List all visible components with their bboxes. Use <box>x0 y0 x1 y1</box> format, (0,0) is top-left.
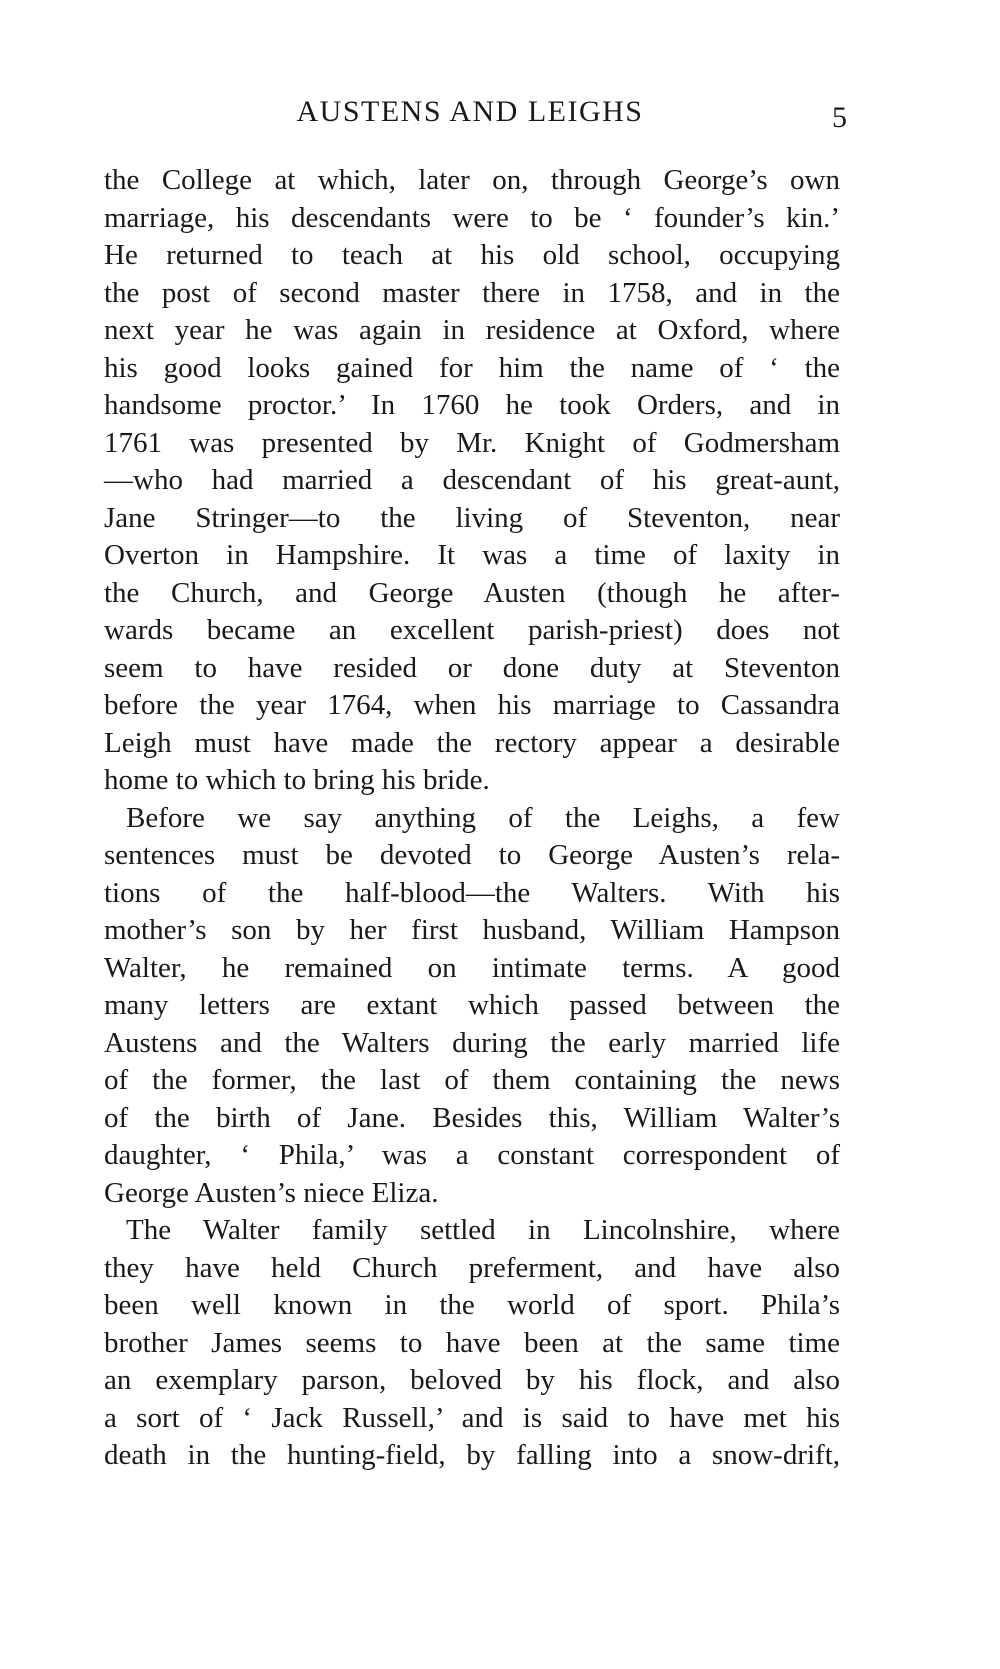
text-line: Leigh must have made the rectory appear a desirable <box>104 726 840 759</box>
text-line: a sort of ‘ Jack Russell,’ and is said to have met his <box>104 1401 840 1434</box>
paragraph-2 <box>104 800 840 1213</box>
page-number: 5 <box>832 101 847 134</box>
text-line: 1761 was presented by Mr. Knight of Godmersham <box>104 426 840 459</box>
text-line: seem to have resided or done duty at Steventon <box>104 651 840 684</box>
text-line: George Austen’s niece Eliza. <box>104 1176 439 1209</box>
text-line: an exemplary parson, beloved by his flock, and also <box>104 1364 840 1396</box>
text-line: —who had married a descendant of his great-aunt, <box>104 464 840 496</box>
body-text <box>104 162 840 1475</box>
text-line: the Church, and George Austen (though he after- <box>104 576 840 609</box>
text-line: death in the hunting-field, by falling into a snow-drift, <box>104 1439 840 1471</box>
text-line: Jane Stringer—to the living of Steventon, near <box>104 501 840 534</box>
text-line: been well known in the world of sport. Phila’s <box>104 1289 840 1321</box>
running-title: AUSTENS AND LEIGHS <box>296 95 644 128</box>
text-line: the College at which, later on, through George’s own <box>104 164 840 196</box>
text-line: mother’s son by her first husband, William Hampson <box>104 914 840 946</box>
text-line: home to which to bring his bride. <box>104 764 490 796</box>
paragraph-3 <box>104 1212 840 1475</box>
text-line: wards became an excellent parish-priest) does not <box>104 614 840 646</box>
text-line: He returned to teach at his old school, occupying <box>104 239 840 271</box>
text-line: tions of the half-blood—the Walters. With his <box>104 876 840 909</box>
text-line: daughter, ‘ Phila,’ was a constant correspondent of <box>104 1139 840 1171</box>
text-line: many letters are extant which passed between the <box>104 989 840 1021</box>
text-line: next year he was again in residence at Oxford, where <box>104 314 840 346</box>
text-line: sentences must be devoted to George Austen’s rela- <box>104 839 840 871</box>
text-line: The Walter family settled in Lincolnshire, where <box>126 1214 840 1246</box>
text-line: the post of second master there in 1758, and in the <box>104 276 840 309</box>
text-line: Austens and the Walters during the early married life <box>104 1026 840 1059</box>
paragraph-1 <box>104 162 840 800</box>
text-line: of the former, the last of them containing the news <box>104 1064 840 1096</box>
text-line: Before we say anything of the Leighs, a few <box>126 801 840 834</box>
text-line: Overton in Hampshire. It was a time of laxity in <box>104 539 840 571</box>
running-head <box>0 92 1000 132</box>
text-line: before the year 1764, when his marriage to Cassandra <box>104 689 840 721</box>
text-line: his good looks gained for him the name of ‘ the <box>104 351 840 384</box>
text-line: of the birth of Jane. Besides this, William Walter’s <box>104 1101 840 1134</box>
text-line: Walter, he remained on intimate terms. A good <box>104 951 840 984</box>
text-line: they have held Church preferment, and have also <box>104 1251 840 1284</box>
text-line: brother James seems to have been at the same time <box>104 1326 840 1359</box>
text-line: marriage, his descendants were to be ‘ founder’s kin.’ <box>104 201 840 234</box>
text-line: handsome proctor.’ In 1760 he took Orders, and in <box>104 389 840 421</box>
